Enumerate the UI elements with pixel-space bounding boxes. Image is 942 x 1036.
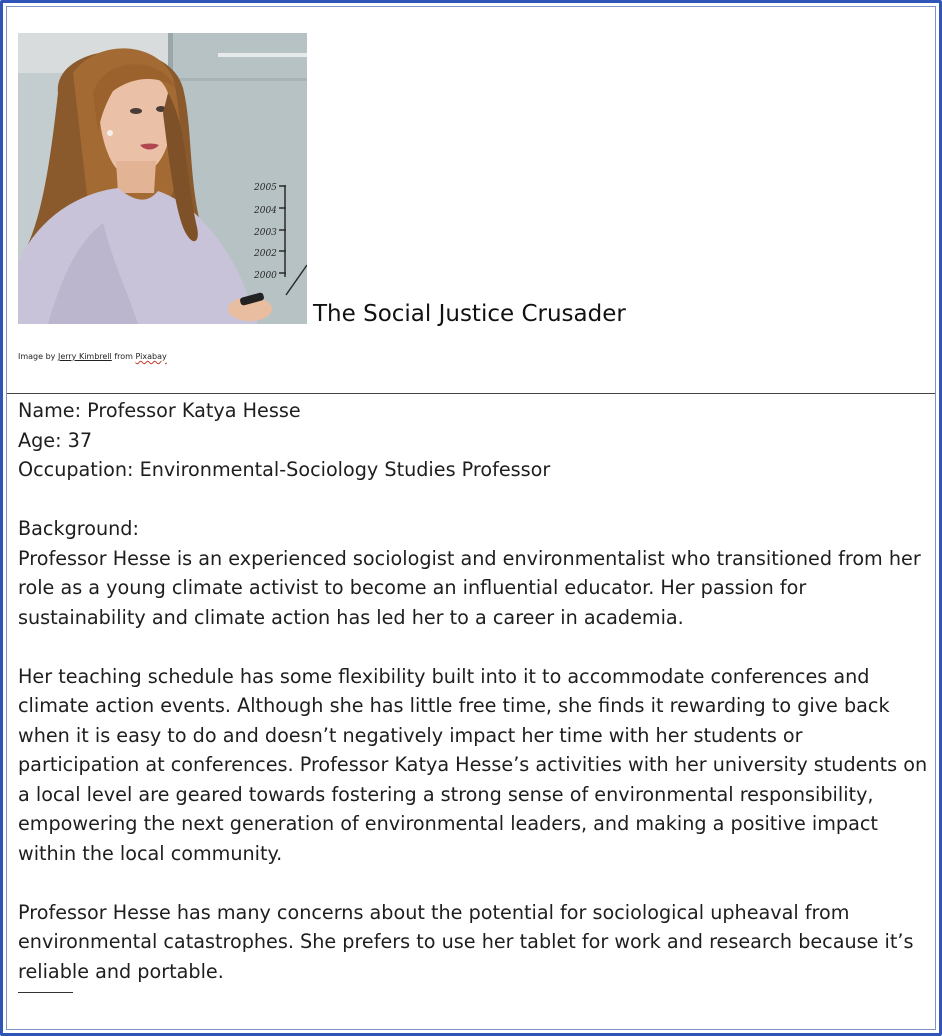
document-inner-border — [6, 6, 936, 1030]
woman-at-whiteboard-photo — [18, 33, 307, 324]
background-paragraph-2: Her teaching schedule has some flexibility built into it to accommodate conferences and climate action events. Although she has little free time, she finds it rewarding to give back when it is easy to do and doesn’t negatively impact her time with her students or participation at conferences. Professor Katya Hesse’s activities with her university students on a local level are geared towards fostering a strong sense of environmental responsibility, empowering the next generation of environmental leaders, and making a positive impact within the local community. — [18, 664, 928, 865]
persona-header — [7, 7, 935, 394]
whiteboard-label: 2004 — [254, 206, 277, 216]
occupation-line: Occupation: Environmental-Sociology Studies Professor — [18, 458, 551, 481]
credit-source-link[interactable]: Pixabay — [135, 352, 167, 361]
name-line: Name: Professor Katya Hesse — [18, 399, 301, 422]
credit-author-link[interactable]: Jerry Kimbrell — [57, 352, 112, 361]
credit-prefix: Image by — [18, 352, 58, 361]
whiteboard-label: 2002 — [254, 249, 277, 259]
whiteboard-label: 2000 — [254, 271, 277, 281]
spacer — [18, 632, 929, 662]
persona-details — [18, 396, 929, 993]
age-line: Age: 37 — [18, 428, 93, 452]
background-paragraph-3: Professor Hesse has many concerns about the potential for sociological upheaval from environmental catastrophes. She prefers to use her tablet for work and research because it’s reliable and portable. — [18, 900, 914, 983]
spacer — [18, 485, 929, 515]
background-paragraph-1: Professor Hesse is an experienced sociologist and environmentalist who transitioned from her role as a young climate activist to become an influential educator. Her passion for sustainability and climate action has led her to a career in academia. — [18, 546, 921, 629]
end-rule — [18, 992, 73, 993]
image-credit — [18, 352, 167, 361]
whiteboard-label: 2003 — [254, 228, 277, 238]
background-label: Background: — [18, 517, 139, 540]
credit-middle: from — [111, 352, 136, 361]
whiteboard-label: 2005 — [254, 183, 277, 193]
persona-title: The Social Justice Crusader — [313, 301, 626, 327]
spacer — [18, 868, 929, 898]
